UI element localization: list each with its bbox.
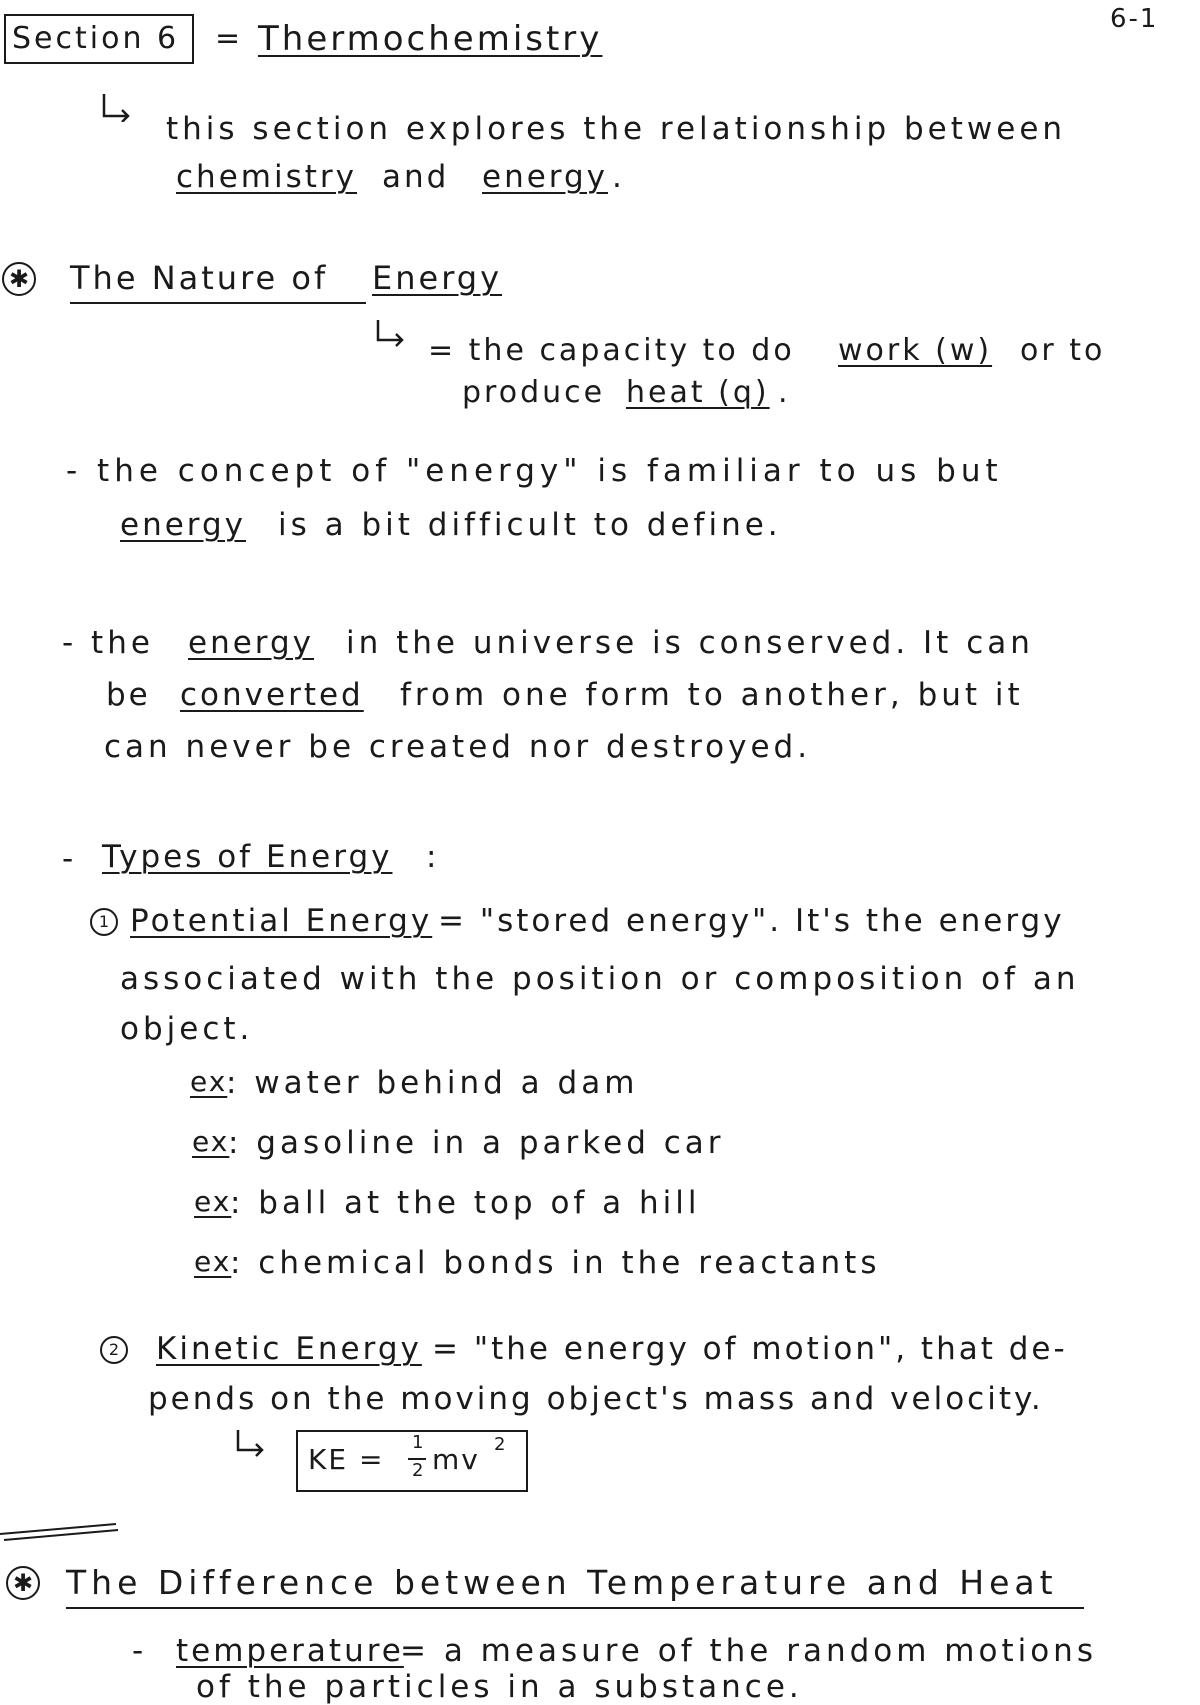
kinetic-energy-term: Kinetic Energy	[156, 1331, 422, 1367]
temperature-def-line-1: = a measure of the random motions	[400, 1633, 1097, 1669]
types-heading: Types of Energy	[102, 839, 393, 875]
energy-def-produce: produce	[462, 375, 606, 410]
example-label: ex	[190, 1065, 228, 1098]
potential-line-1: = "stored energy". It's the energy	[438, 903, 1065, 939]
hook-arrow-icon	[374, 318, 406, 348]
point-1-term-energy: energy	[120, 507, 247, 543]
kinetic-line-1: = "the energy of motion", that de-	[432, 1331, 1068, 1367]
point-2-line-1-b: in the universe is conserved. It can	[346, 625, 1034, 661]
potential-energy-term: Potential Energy	[130, 903, 433, 939]
point-2-line-2-a: be	[106, 677, 151, 713]
header-equals: =	[215, 21, 244, 56]
temperature-term: temperature	[176, 1633, 404, 1669]
number-1-icon: 1	[90, 908, 118, 936]
potential-line-2: associated with the position or composition of an	[120, 961, 1080, 997]
point-2-line-3: can never be created nor destroyed.	[104, 729, 812, 765]
formula-rhs: mv	[432, 1443, 480, 1476]
number-2-icon: 2	[100, 1336, 128, 1364]
asterisk-bullet-icon: ✱	[6, 1566, 40, 1600]
example-label: ex	[194, 1185, 232, 1218]
formula-numerator: 1	[412, 1432, 424, 1453]
intro-line-1: this section explores the relationship between	[166, 111, 1067, 147]
example-text: : chemical bonds in the reactants	[230, 1245, 881, 1281]
formula-denominator: 2	[412, 1460, 424, 1481]
energy-def-or: or to	[1020, 333, 1106, 368]
asterisk-bullet-icon: ✱	[2, 262, 36, 296]
point-1-line-2: is a bit difficult to define.	[278, 507, 782, 543]
point-2-term-converted: converted	[180, 677, 364, 713]
intro-period: .	[612, 159, 625, 195]
point-1-line-1: - the concept of "energy" is familiar to us but	[66, 453, 1003, 489]
nature-heading-prefix: The Nature of	[70, 262, 366, 304]
example-text: : gasoline in a parked car	[228, 1125, 725, 1161]
intro-term-chemistry: chemistry	[176, 159, 357, 195]
example-label: ex	[194, 1245, 232, 1278]
energy-def-prefix: = the capacity to do	[428, 333, 795, 368]
energy-def-work: work (w)	[838, 333, 993, 368]
point-2-line-1-a: - the	[62, 625, 154, 661]
intro-and: and	[382, 159, 450, 195]
kinetic-line-2: pends on the moving object's mass and velocity.	[148, 1381, 1044, 1417]
hook-arrow-icon	[100, 92, 132, 122]
section-label: Section 6	[12, 21, 180, 56]
page-number: 6-1	[1110, 4, 1159, 34]
example-label: ex	[192, 1125, 230, 1158]
temp-dash: -	[132, 1633, 147, 1669]
potential-line-3: object.	[120, 1011, 254, 1047]
temp-heat-heading: The Difference between Temperature and Heat	[66, 1566, 1084, 1609]
point-2-line-2-b: from one form to another, but it	[400, 677, 1024, 713]
formula-lhs: KE =	[308, 1443, 385, 1476]
temperature-def-line-2: of the particles in a substance.	[196, 1669, 803, 1705]
formula-exponent: 2	[494, 1434, 506, 1455]
nature-heading-term: Energy	[372, 259, 503, 297]
example-text: : water behind a dam	[226, 1065, 639, 1101]
example-text: : ball at the top of a hill	[230, 1185, 701, 1221]
types-dash: -	[62, 841, 77, 877]
point-2-term-energy: energy	[188, 625, 315, 661]
energy-def-end: .	[778, 375, 791, 410]
page-title: Thermochemistry	[258, 19, 603, 59]
hook-arrow-icon	[234, 1428, 266, 1458]
types-colon: :	[426, 839, 440, 875]
section-divider	[0, 1512, 130, 1542]
intro-term-energy: energy	[482, 159, 609, 195]
energy-def-heat: heat (q)	[626, 375, 770, 410]
